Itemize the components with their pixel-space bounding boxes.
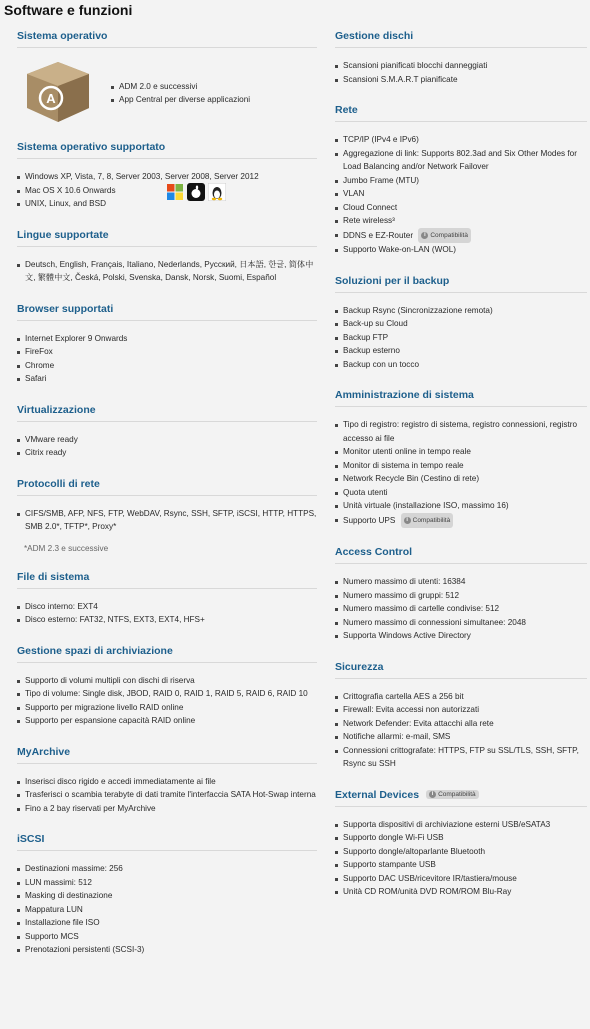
section-title: Sistema operativo supportato <box>17 141 317 159</box>
compatibility-badge[interactable] <box>426 790 479 799</box>
section-title: Lingue supportate <box>17 229 317 247</box>
right-column <box>335 30 587 899</box>
item-list <box>335 690 587 771</box>
list-item: Windows XP, Vista, 7, 8, Server 2003, Server 2008, Server 2012 <box>17 170 317 184</box>
footnote: *ADM 2.3 e successive <box>24 543 109 553</box>
list-item: Cloud Connect <box>335 201 587 215</box>
list-item: Disco interno: EXT4 <box>17 600 317 614</box>
list-item: Jumbo Frame (MTU) <box>335 174 587 188</box>
section-title: Amministrazione di sistema <box>335 389 587 407</box>
item-list <box>335 418 587 528</box>
list-item: Numero massimo di cartelle condivise: 512 <box>335 602 587 616</box>
badge-label: Compatibilità <box>412 516 451 524</box>
section-title: Gestione dischi <box>335 30 587 48</box>
section-title: Access Control <box>335 546 587 564</box>
item-list <box>17 674 317 728</box>
list-item: Backup con un tocco <box>335 358 587 372</box>
item-list <box>17 258 317 285</box>
list-item-text: Supporto UPS <box>343 515 396 525</box>
list-item: Numero massimo di connessioni simultanee: 2048 <box>335 616 587 630</box>
item-list <box>17 332 317 386</box>
list-item: Quota utenti <box>335 486 587 500</box>
list-item: Crittografia cartella AES a 256 bit <box>335 690 587 704</box>
section-sistema-operativo <box>17 30 317 127</box>
badge-label: Compatibilità <box>438 791 476 798</box>
list-item: Network Recycle Bin (Cestino di rete) <box>335 472 587 486</box>
section-lingue <box>17 229 317 285</box>
list-item: Prenotazioni persistenti (SCSI-3) <box>17 943 317 957</box>
list-item: Disco esterno: FAT32, NTFS, EXT3, EXT4, HFS+ <box>17 613 317 627</box>
section-title: MyArchive <box>17 746 317 764</box>
list-item: Supporto Wake-on-LAN (WOL) <box>335 243 587 257</box>
list-item: App Central per diverse applicazioni <box>111 93 250 107</box>
list-item: Backup FTP <box>335 331 587 345</box>
list-item: Chrome <box>17 359 317 373</box>
item-list <box>335 133 587 257</box>
page-title: Software e funzioni <box>4 2 133 18</box>
item-list <box>335 575 587 643</box>
list-item: Destinazioni massime: 256 <box>17 862 317 876</box>
section-title: iSCSI <box>17 833 317 851</box>
apple-icon <box>187 183 205 201</box>
compatibility-badge[interactable] <box>401 513 454 529</box>
list-item: Deutsch, English, Français, Italiano, Nederlands, Русский, 日本語, 한글, 简体中文, 繁體中文, Česká, Polski, Svenska, Dansk, Norsk, Suomi, Español <box>17 258 317 285</box>
section-backup <box>335 275 587 372</box>
section-access-control <box>335 546 587 643</box>
section-title: Soluzioni per il backup <box>335 275 587 293</box>
list-item: Tipo di registro: registro di sistema, registro connessioni, registro accesso ai file <box>335 418 587 445</box>
section-title: Virtualizzazione <box>17 404 317 422</box>
list-item: Scansioni S.M.A.R.T pianificate <box>335 73 587 87</box>
list-item <box>335 228 587 244</box>
section-title: Browser supportati <box>17 303 317 321</box>
info-icon: i <box>404 517 411 524</box>
list-item: Masking di destinazione <box>17 889 317 903</box>
section-iscsi <box>17 833 317 957</box>
list-item: Supporto DAC USB/ricevitore IR/tastiera/mouse <box>335 872 587 886</box>
list-item: Unità CD ROM/unità DVD ROM/ROM Blu-Ray <box>335 885 587 899</box>
list-item: ADM 2.0 e successivi <box>111 80 250 94</box>
windows-icon <box>166 183 184 201</box>
adm-box-icon <box>23 60 93 124</box>
section-amministrazione <box>335 389 587 528</box>
section-title: File di sistema <box>17 571 317 589</box>
list-item: Supporto dongle Wi-Fi USB <box>335 831 587 845</box>
item-list <box>335 59 587 86</box>
list-item: Trasferisci o scambia terabyte di dati tramite l'interfaccia SATA Hot-Swap interna <box>17 788 317 802</box>
item-list <box>17 600 317 627</box>
svg-text:A: A <box>46 91 56 106</box>
section-gestione-spazi <box>17 645 317 728</box>
section-myarchive <box>17 746 317 816</box>
section-file-sistema <box>17 571 317 627</box>
list-item: Numero massimo di utenti: 16384 <box>335 575 587 589</box>
item-list <box>335 818 587 899</box>
list-item: Citrix ready <box>17 446 317 460</box>
item-list <box>17 775 317 816</box>
list-item: Supporto di volumi multipli con dischi di riserva <box>17 674 317 688</box>
list-item: UNIX, Linux, and BSD <box>17 197 317 211</box>
list-item: Safari <box>17 372 317 386</box>
list-item: Mappatura LUN <box>17 903 317 917</box>
list-item: VLAN <box>335 187 587 201</box>
item-list <box>335 304 587 372</box>
list-item: VMware ready <box>17 433 317 447</box>
list-item: Monitor di sistema in tempo reale <box>335 459 587 473</box>
badge-label: Compatibilità <box>430 231 468 239</box>
list-item: FireFox <box>17 345 317 359</box>
list-item: Mac OS X 10.6 Onwards <box>17 184 317 198</box>
list-item: Monitor utenti online in tempo reale <box>335 445 587 459</box>
item-list <box>17 433 317 460</box>
compatibility-badge[interactable] <box>418 228 471 244</box>
list-item: TCP/IP (IPv4 e IPv6) <box>335 133 587 147</box>
list-item: Connessioni crittografate: HTTPS, FTP su SSL/TLS, SSH, SFTP, Rsync su SSH <box>335 744 587 771</box>
section-sicurezza <box>335 661 587 771</box>
list-item: Tipo di volume: Single disk, JBOD, RAID 0, RAID 1, RAID 5, RAID 6, RAID 10 <box>17 687 317 701</box>
list-item: Supporta Windows Active Directory <box>335 629 587 643</box>
section-title-text: External Devices <box>335 788 420 801</box>
list-item: Supporto per espansione capacità RAID online <box>17 714 317 728</box>
item-list <box>17 507 317 534</box>
list-item: Supporto per migrazione livello RAID online <box>17 701 317 715</box>
left-column <box>17 30 317 957</box>
info-icon: i <box>429 791 436 798</box>
linux-icon <box>208 183 226 201</box>
section-external-devices <box>335 789 587 899</box>
list-item: LUN massimi: 512 <box>17 876 317 890</box>
list-item-text: DDNS e EZ-Router <box>343 230 414 240</box>
list-item: Network Defender: Evita attacchi alla rete <box>335 717 587 731</box>
list-item: Installazione file ISO <box>17 916 317 930</box>
info-icon: i <box>421 232 428 239</box>
list-item: Internet Explorer 9 Onwards <box>17 332 317 346</box>
section-protocolli <box>17 478 317 553</box>
list-item: Inserisci disco rigido e accedi immediatamente ai file <box>17 775 317 789</box>
item-list <box>17 862 317 957</box>
list-item: Rete wireless³ <box>335 214 587 228</box>
section-title <box>335 789 587 807</box>
list-item: Backup Rsync (Sincronizzazione remota) <box>335 304 587 318</box>
list-item: Aggregazione di link: Supports 802.3ad and Six Other Modes for Load Balancing and/or Network Failover <box>335 147 587 174</box>
list-item: Supporta dispositivi di archiviazione esterni USB/eSATA3 <box>335 818 587 832</box>
list-item <box>335 513 587 529</box>
list-item: Back-up su Cloud <box>335 317 587 331</box>
list-item: Scansioni pianificati blocchi danneggiati <box>335 59 587 73</box>
section-gestione-dischi <box>335 30 587 86</box>
list-item: Fino a 2 bay riservati per MyArchive <box>17 802 317 816</box>
list-item: Supporto stampante USB <box>335 858 587 872</box>
item-list <box>111 80 250 107</box>
section-title: Gestione spazi di archiviazione <box>17 645 317 663</box>
list-item: Firewall: Evita accessi non autorizzati <box>335 703 587 717</box>
section-virtualizzazione <box>17 404 317 460</box>
list-item: Numero massimo di gruppi: 512 <box>335 589 587 603</box>
list-item: Unità virtuale (installazione ISO, massimo 16) <box>335 499 587 513</box>
section-title: Protocolli di rete <box>17 478 317 496</box>
section-title: Sistema operativo <box>17 30 317 48</box>
section-title: Rete <box>335 104 587 122</box>
section-browser <box>17 303 317 386</box>
list-item: Supporto dongle/altoparlante Bluetooth <box>335 845 587 859</box>
section-rete <box>335 104 587 257</box>
section-os-supportato <box>17 141 317 211</box>
list-item: Notifiche allarmi: e-mail, SMS <box>335 730 587 744</box>
list-item: Supporto MCS <box>17 930 317 944</box>
list-item: CIFS/SMB, AFP, NFS, FTP, WebDAV, Rsync, SSH, SFTP, iSCSI, HTTP, HTTPS, SMB 2.0*, TFTP*, Proxy* <box>17 507 317 534</box>
list-item: Backup esterno <box>335 344 587 358</box>
section-title: Sicurezza <box>335 661 587 679</box>
